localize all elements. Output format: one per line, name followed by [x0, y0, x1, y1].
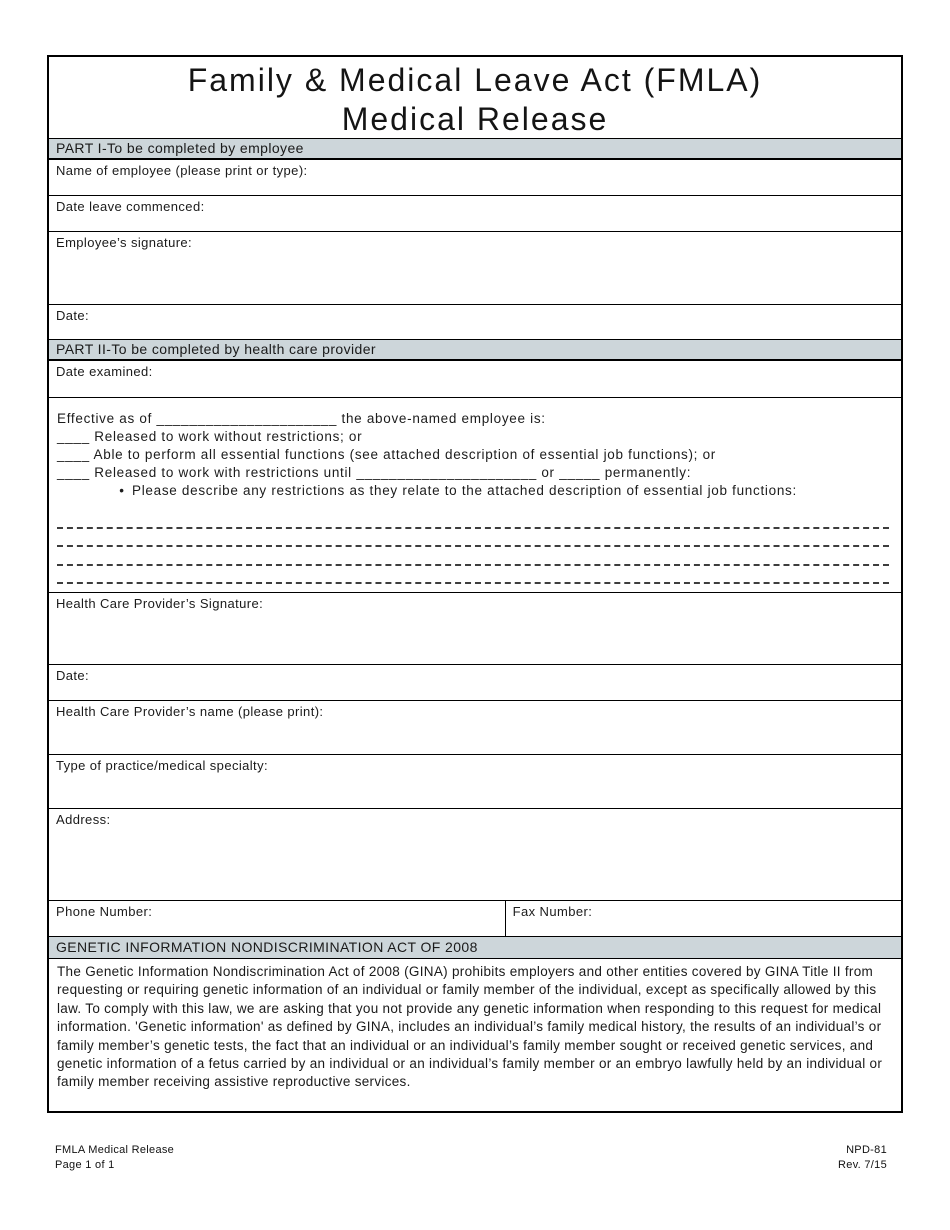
phone-fax-row	[49, 900, 901, 937]
footer-form-number: NPD-81	[846, 1144, 887, 1156]
date-examined-field	[49, 360, 901, 397]
restrictions-bullet-text: Please describe any restrictions as they relate to the attached description of essential job functions:	[132, 483, 797, 498]
date-leave-commenced-label: Date leave commenced:	[56, 199, 205, 214]
date-examined-label: Date examined:	[56, 364, 153, 379]
hcp-signature-label: Health Care Provider’s Signature:	[56, 596, 264, 611]
employee-signature-label: Employee’s signature:	[56, 235, 193, 250]
hcp-date-label: Date:	[56, 668, 90, 683]
restrictions-write-in-area	[57, 510, 893, 584]
part2-section-header: PART II-To be completed by health care provider	[49, 339, 901, 360]
fax-number-field	[506, 901, 901, 937]
gina-section-header: GENETIC INFORMATION NONDISCRIMINATION ACT OF 2008	[49, 936, 901, 959]
gina-notice-text: The Genetic Information Nondiscrimination Act of 2008 (GINA) prohibits employers and other entities covered by GINA Title II from requesting or requiring genetic information of an individual or family member of the individual, except as specifically allowed by this law. To comply with this law, we are asking that you not provide any genetic information when responding to this request for medical information. 'Genetic information' as defined by GINA, includes an individual’s family medical history, the results of an individual’s or family member’s genetic tests, the fact that an individual or an individual’s family member sought or received genetic services, and genetic information of a fetus carried by an individual or an individual’s family member or an embryo lawfully held by an individual or family member receiving assistive reproductive services.	[57, 964, 883, 1090]
release-option-essential-functions: ____ Able to perform all essential functions (see attached description of essential job functions); or	[57, 447, 716, 462]
employee-date-label: Date:	[56, 308, 90, 323]
page-footer	[47, 1143, 903, 1172]
write-in-line	[57, 547, 889, 566]
employee-date-field	[49, 304, 901, 340]
phone-number-label: Phone Number:	[56, 904, 153, 919]
footer-doc-title: FMLA Medical Release	[55, 1144, 175, 1156]
footer-left	[47, 1143, 174, 1172]
release-option-no-restrictions: ____ Released to work without restrictions; or	[57, 429, 363, 444]
fax-number-label: Fax Number:	[512, 904, 593, 919]
hcp-name-field	[49, 700, 901, 754]
fmla-form	[47, 55, 903, 1113]
release-statement-cell	[49, 397, 901, 592]
employee-name-label: Name of employee (please print or type):	[56, 163, 308, 178]
part1-section-header: PART I-To be completed by employee	[49, 138, 901, 159]
write-in-line	[57, 566, 889, 585]
write-in-line	[57, 510, 889, 529]
release-intro-line: Effective as of ______________________ the above-named employee is:	[57, 411, 546, 426]
hcp-signature-field	[49, 592, 901, 664]
employee-name-field	[49, 159, 901, 195]
practice-specialty-field	[49, 754, 901, 808]
form-title-line1: Family & Medical Leave Act (FMLA)	[187, 62, 763, 98]
hcp-date-field	[49, 664, 901, 700]
form-title-line2: Medical Release	[341, 101, 609, 137]
gina-notice-paragraph	[49, 959, 901, 1111]
footer-revision: Rev. 7/15	[838, 1158, 887, 1171]
footer-page-info: Page 1 of 1	[55, 1158, 115, 1171]
release-option-with-restrictions: ____ Released to work with restrictions until ______________________ or _____ permanently:	[57, 465, 692, 480]
hcp-name-label: Health Care Provider’s name (please print):	[56, 704, 324, 719]
write-in-line	[57, 529, 889, 548]
restrictions-bullet-item	[57, 482, 893, 500]
employee-signature-field	[49, 231, 901, 304]
form-title	[49, 57, 901, 139]
phone-number-field	[49, 901, 506, 937]
address-label: Address:	[56, 812, 111, 827]
footer-right	[838, 1143, 903, 1172]
address-field	[49, 808, 901, 900]
bullet-icon: •	[119, 483, 125, 498]
date-leave-commenced-field	[49, 195, 901, 231]
practice-specialty-label: Type of practice/medical specialty:	[56, 758, 268, 773]
